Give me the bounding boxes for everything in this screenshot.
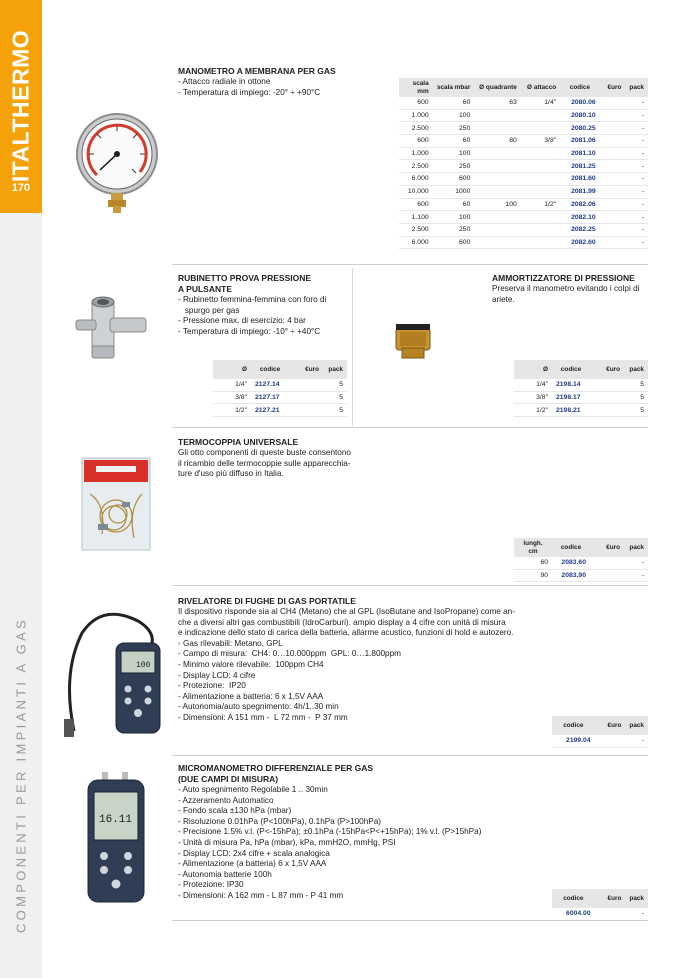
- table-row: [552, 908, 648, 920]
- table-cell: 1.000: [399, 109, 433, 122]
- table-cell: [474, 211, 520, 224]
- table-cell: 250: [433, 160, 475, 173]
- table-row: [552, 735, 648, 747]
- product-title: TERMOCOPPIA UNIVERSALE: [178, 437, 299, 447]
- table-cell: 1000: [433, 185, 475, 198]
- product-title: RUBINETTO PROVA PRESSIONE: [178, 273, 312, 283]
- col-header: Ø attacco: [521, 78, 560, 97]
- table-cell: [289, 379, 323, 391]
- divider: [172, 264, 648, 265]
- spec-line: - Auto spegnimento Regolabile 1 .. 30min: [178, 785, 328, 794]
- table-cell: 1.000: [399, 147, 433, 160]
- table-cell: 1.100: [399, 211, 433, 224]
- col-header: codice: [552, 716, 595, 735]
- table-cell: [474, 236, 520, 249]
- table-cell: 3/8": [514, 391, 552, 404]
- table-cell: 1/2": [521, 198, 560, 211]
- table-cell: 2082.25: [560, 223, 600, 236]
- table-cell: 600: [399, 135, 433, 148]
- spec-line: - Azzeramento Automatico: [178, 795, 274, 805]
- table-cell: [521, 173, 560, 186]
- table-cell: [474, 223, 520, 236]
- col-header: pack: [624, 538, 648, 557]
- product-title: MICROMANOMETRO DIFFERENZIALE PER GAS: [178, 763, 374, 773]
- table-cell: [590, 569, 624, 582]
- spec-line: e indicazione dello stato di carica della batteria, allarme acustico, funzioni di hold e autozero.: [178, 628, 514, 638]
- spec-line: - Precisione 1.5% v.l. (P<-15hPa); ±0.1hPa (-15hPa<P<+15hPa); 1% v.l. (P>15hPa): [178, 827, 482, 837]
- table-cell: 5: [624, 404, 648, 417]
- spec-line: il ricambio delle termocoppie sulle apparecchia-: [178, 458, 351, 468]
- spec-line: - Pressione max. di esercizio: 4 bar: [178, 316, 306, 326]
- col-header: scala mm: [399, 78, 433, 97]
- table-cell: 2127.14: [251, 379, 289, 391]
- table-cell: 2198.21: [552, 404, 590, 417]
- table-cell: 3/8": [213, 391, 251, 404]
- page-number: 170: [11, 182, 31, 194]
- table-cell: -: [625, 908, 648, 920]
- micromanometro-table: [552, 889, 648, 921]
- table-cell: [474, 147, 520, 160]
- table-cell: [521, 211, 560, 224]
- table-cell: [521, 223, 560, 236]
- table-cell: 6.000: [399, 173, 433, 186]
- table-cell: 2082.60: [560, 236, 600, 249]
- table-cell: [595, 735, 626, 747]
- col-header: codice: [552, 538, 590, 557]
- table-row: [399, 198, 648, 211]
- table-row: [399, 135, 648, 148]
- table-cell: -: [625, 122, 648, 135]
- table-cell: 1/4": [521, 97, 560, 109]
- table-cell: [521, 185, 560, 198]
- table-row: [213, 404, 347, 417]
- gas-detector-image: [58, 603, 168, 743]
- spec-line: - Protezione: IP20: [178, 681, 246, 691]
- table-cell: 2081.10: [560, 147, 600, 160]
- table-cell: [289, 391, 323, 404]
- thermocouple-pack-image: [76, 454, 156, 554]
- table-cell: 60: [514, 557, 552, 569]
- table-row: [399, 236, 648, 249]
- table-cell: [521, 147, 560, 160]
- divider: [352, 268, 353, 426]
- product-title: (DUE CAMPI DI MISURA): [178, 774, 279, 784]
- table-cell: 2127.17: [251, 391, 289, 404]
- section-title: COMPONENTI PER IMPIANTI A GAS: [13, 616, 29, 934]
- divider: [172, 427, 648, 428]
- table-row: [399, 173, 648, 186]
- table-cell: [600, 236, 626, 249]
- shock-absorber-image: [392, 322, 434, 362]
- table-cell: 6.000: [399, 236, 433, 249]
- table-cell: 2081.25: [560, 160, 600, 173]
- rivelatore-description: [178, 596, 515, 724]
- spec-line: - Autonomia batterie 100h: [178, 869, 272, 879]
- spec-line: - Attacco radiale in ottone: [178, 77, 271, 86]
- spec-line: spurgo per gas: [178, 305, 240, 315]
- col-header: Ø quadrante: [474, 78, 520, 97]
- col-header: pack: [625, 889, 648, 908]
- table-cell: -: [625, 735, 648, 747]
- table-cell: [474, 122, 520, 135]
- table-cell: [600, 211, 626, 224]
- table-cell: -: [625, 97, 648, 109]
- table-row: [399, 97, 648, 109]
- table-cell: [600, 135, 626, 148]
- spec-line: Il dispositivo risponde sia al CH4 (Metano) che al GPL (IsoButane and IsoPropane) come an-: [178, 607, 515, 616]
- table-cell: [521, 122, 560, 135]
- table-row: [399, 160, 648, 173]
- product-title: A PULSANTE: [178, 284, 232, 294]
- table-row: [514, 404, 648, 417]
- table-cell: 2199.04: [552, 735, 595, 747]
- table-cell: 100: [474, 198, 520, 211]
- rubinetto-description: [178, 273, 398, 337]
- table-cell: 1/4": [213, 379, 251, 391]
- test-valve-image: [70, 292, 160, 362]
- table-cell: 3/8": [521, 135, 560, 148]
- table-cell: -: [625, 160, 648, 173]
- table-cell: -: [625, 147, 648, 160]
- pressure-gauge-image: [70, 112, 166, 214]
- table-cell: 80: [474, 135, 520, 148]
- table-row: [514, 391, 648, 404]
- termocoppia-table: [514, 538, 648, 582]
- col-header: codice: [552, 889, 595, 908]
- table-cell: [474, 109, 520, 122]
- table-cell: [600, 160, 626, 173]
- manometro-table: [399, 78, 648, 249]
- col-header: €uro: [289, 360, 323, 379]
- spec-line: - Display LCD: 2x4 cifre + scala analogica: [178, 848, 330, 858]
- col-header: €uro: [590, 360, 624, 379]
- table-row: [399, 109, 648, 122]
- divider: [172, 920, 648, 921]
- table-cell: 600: [399, 198, 433, 211]
- col-header: €uro: [590, 538, 624, 557]
- spec-line: - Dimensioni: A 151 mm - L 72 mm - P 37 mm: [178, 712, 348, 722]
- table-cell: 63: [474, 97, 520, 109]
- col-header: codice: [560, 78, 600, 97]
- table-row: [399, 185, 648, 198]
- spec-line: - Gas rilevabili: Metano, GPL: [178, 638, 283, 648]
- table-row: [399, 122, 648, 135]
- table-cell: -: [625, 236, 648, 249]
- table-cell: 2080.25: [560, 122, 600, 135]
- table-cell: 1/2": [514, 404, 552, 417]
- table-row: [514, 569, 648, 582]
- table-cell: [590, 379, 624, 391]
- table-cell: 2198.17: [552, 391, 590, 404]
- divider: [172, 585, 648, 586]
- table-cell: [474, 185, 520, 198]
- col-header: €uro: [595, 889, 626, 908]
- table-cell: [590, 404, 624, 417]
- table-cell: [600, 109, 626, 122]
- spec-line: - Temperatura di impiego: -20° ÷ +90°C: [178, 87, 321, 97]
- ammortizzatore-table: [514, 360, 648, 417]
- spec-line: - Autonomia/auto spegnimento: 4h/1..30 min: [178, 702, 339, 712]
- spec-line: - Campo di misura: CH4: 0…10.000ppm GPL: 0…1.800ppm: [178, 649, 401, 659]
- table-cell: -: [625, 223, 648, 236]
- product-title: MANOMETRO A MEMBRANA PER GAS: [178, 66, 336, 76]
- table-cell: 2081.60: [560, 173, 600, 186]
- table-cell: 2198.14: [552, 379, 590, 391]
- table-cell: 2081.06: [560, 135, 600, 148]
- table-cell: -: [625, 185, 648, 198]
- rivelatore-table: [552, 716, 648, 748]
- table-cell: 10.000: [399, 185, 433, 198]
- table-cell: [600, 173, 626, 186]
- table-cell: 1/4": [514, 379, 552, 391]
- table-cell: [600, 185, 626, 198]
- table-cell: 90: [514, 569, 552, 582]
- table-cell: 2081.99: [560, 185, 600, 198]
- table-row: [514, 557, 648, 569]
- table-cell: 2080.10: [560, 109, 600, 122]
- spec-line: - Alimentazione (a batteria) 6 x 1,5V AAA: [178, 859, 327, 869]
- table-cell: [600, 147, 626, 160]
- spec-line: che a diversi altri gas combustibili (IdroCarburi). ampio display a 4 cifre con unità di misura: [178, 617, 506, 627]
- ammortizzatore-description: [492, 273, 652, 305]
- table-cell: 250: [433, 122, 475, 135]
- table-cell: 60: [433, 135, 475, 148]
- table-cell: -: [625, 211, 648, 224]
- spec-line: - Dimensioni: A 162 mm - L 87 mm - P 41 mm: [178, 890, 344, 900]
- spec-line: - Display LCD: 4 cifre: [178, 670, 256, 680]
- table-row: [399, 223, 648, 236]
- table-cell: [590, 391, 624, 404]
- table-cell: 1/2": [213, 404, 251, 417]
- table-cell: -: [625, 109, 648, 122]
- table-cell: 2080.06: [560, 97, 600, 109]
- table-cell: 5: [624, 379, 648, 391]
- table-cell: [521, 160, 560, 173]
- sidebar: [0, 0, 42, 978]
- spec-line: - Protezione: IP30: [178, 880, 244, 890]
- termocoppia-description: [178, 437, 398, 480]
- table-row: [399, 211, 648, 224]
- spec-line: ture d'uso più diffuso in Italia.: [178, 469, 284, 479]
- table-cell: [595, 908, 626, 920]
- table-cell: 5: [323, 404, 347, 417]
- table-cell: [590, 557, 624, 569]
- table-cell: [474, 173, 520, 186]
- spec-line: ariete.: [492, 294, 515, 304]
- table-cell: [289, 404, 323, 417]
- table-cell: -: [625, 173, 648, 186]
- micromanometer-display: 16.11: [99, 814, 133, 826]
- table-cell: 600: [399, 97, 433, 109]
- table-cell: [521, 109, 560, 122]
- table-cell: 6004.00: [552, 908, 595, 920]
- spec-line: - Unità di misura Pa, hPa (mbar), kPa, mmH2O, mmHg, PSI: [178, 837, 396, 847]
- col-header: scala mbar: [433, 78, 475, 97]
- table-cell: 5: [323, 391, 347, 404]
- table-cell: 2083.90: [552, 569, 590, 582]
- table-cell: 100: [433, 211, 475, 224]
- table-cell: -: [624, 557, 648, 569]
- table-cell: [600, 223, 626, 236]
- table-cell: 600: [433, 173, 475, 186]
- spec-line: - Risoluzione 0.01hPa (P<100hPa), 0.1hPa (P>100hPa): [178, 816, 382, 826]
- spec-line: Gli otto componenti di queste buste consentono: [178, 448, 351, 457]
- table-row: [514, 379, 648, 391]
- col-header: Ø: [514, 360, 552, 379]
- table-cell: 100: [433, 147, 475, 160]
- table-row: [399, 147, 648, 160]
- table-cell: 100: [433, 109, 475, 122]
- table-cell: -: [625, 135, 648, 148]
- col-header: pack: [625, 78, 648, 97]
- spec-line: - Alimentazione a batteria: 6 x 1,5V AAA: [178, 691, 324, 701]
- col-header: pack: [323, 360, 347, 379]
- divider: [172, 755, 648, 756]
- table-cell: 60: [433, 97, 475, 109]
- rubinetto-table: [213, 360, 347, 417]
- col-header: €uro: [595, 716, 626, 735]
- spec-line: - Fondo scala ±130 hPa (mbar): [178, 806, 292, 816]
- table-cell: 60: [433, 198, 475, 211]
- col-header: codice: [251, 360, 289, 379]
- table-cell: 250: [433, 223, 475, 236]
- detector-display: 100: [136, 661, 151, 670]
- table-cell: [521, 236, 560, 249]
- table-cell: [600, 198, 626, 211]
- col-header: lungh. cm: [514, 538, 552, 557]
- table-cell: [474, 160, 520, 173]
- table-row: [213, 391, 347, 404]
- table-cell: 2083.60: [552, 557, 590, 569]
- table-cell: 2082.06: [560, 198, 600, 211]
- spec-line: - Minimo valore rilevabile: 100ppm CH4: [178, 659, 324, 669]
- micromanometro-description: [178, 763, 498, 902]
- col-header: pack: [624, 360, 648, 379]
- spec-line: Preserva il manometro evitando i colpi di: [492, 284, 640, 293]
- table-cell: [600, 122, 626, 135]
- col-header: Ø: [213, 360, 251, 379]
- spec-line: - Rubinetto femmina-femmina con foro di: [178, 295, 327, 304]
- table-cell: 2.500: [399, 160, 433, 173]
- manometro-description: [178, 66, 398, 98]
- table-cell: 2127.21: [251, 404, 289, 417]
- table-cell: 2082.10: [560, 211, 600, 224]
- col-header: pack: [625, 716, 648, 735]
- product-title: AMMORTIZZATORE DI PRESSIONE: [492, 273, 635, 283]
- product-title: RIVELATORE DI FUGHE DI GAS PORTATILE: [178, 596, 356, 606]
- spec-line: - Temperatura di impiego: -10° ÷ +40°C: [178, 326, 321, 336]
- micromanometer-image: [84, 772, 148, 904]
- table-cell: 600: [433, 236, 475, 249]
- table-cell: 5: [323, 379, 347, 391]
- table-cell: 5: [624, 391, 648, 404]
- col-header: codice: [552, 360, 590, 379]
- table-cell: [600, 97, 626, 109]
- table-row: [213, 379, 347, 391]
- table-cell: -: [624, 569, 648, 582]
- col-header: €uro: [600, 78, 626, 97]
- table-cell: 2.500: [399, 122, 433, 135]
- table-cell: -: [625, 198, 648, 211]
- table-cell: 2.500: [399, 223, 433, 236]
- brand-logo: ITALTHERMO: [7, 29, 34, 183]
